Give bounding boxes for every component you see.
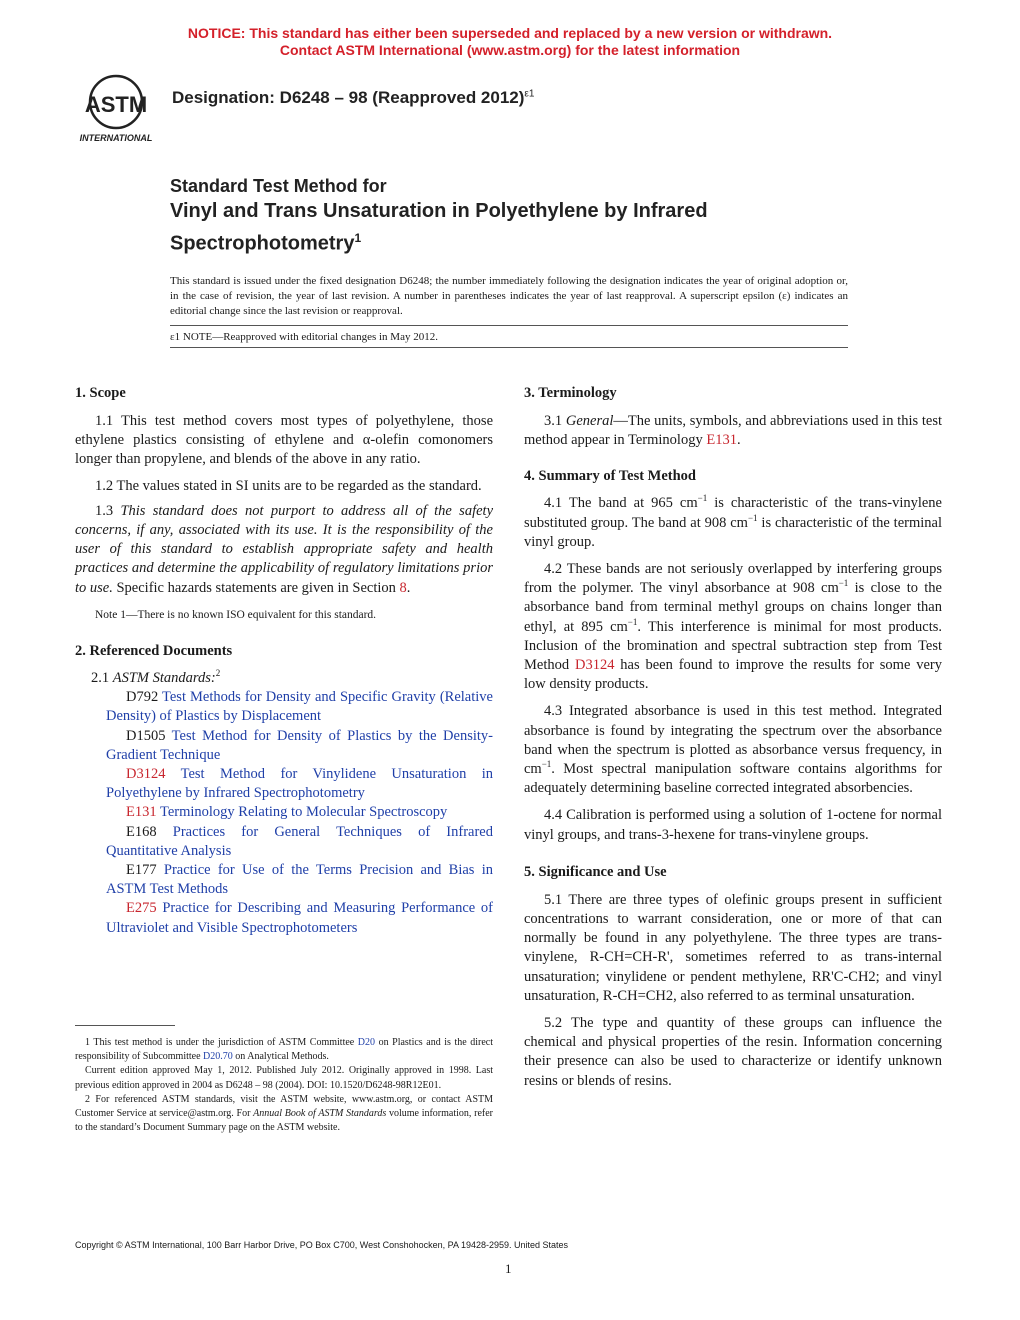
- ref-code: D792: [126, 689, 159, 706]
- section-heading-scope: 1. Scope: [75, 385, 126, 401]
- footnote-2: [75, 1093, 493, 1136]
- p41-c: is characteristic of the terminal vinyl group.: [524, 514, 943, 550]
- p41-sup-2: −1: [747, 512, 758, 523]
- reference-d792[interactable]: [75, 688, 493, 726]
- paragraph-1-2: 1.2 The values stated in SI units are to be regarded as the standard.: [95, 477, 482, 494]
- epsilon-mark: ε1: [170, 331, 181, 343]
- subcommittee-d20-70-link[interactable]: D20.70: [203, 1051, 233, 1063]
- paragraph-1-3-end: .: [406, 579, 411, 596]
- reference-e275[interactable]: [75, 899, 493, 937]
- paragraph-4-1: [524, 494, 942, 552]
- footnote-2-text-a: 2 For referenced ASTM standards, visit the ASTM website, www.astm.org, or contact ASTM Customer Service at service@astm.org. For: [75, 1093, 493, 1120]
- ref-code: E168: [126, 823, 157, 840]
- notice-line-2: Contact ASTM International (www.astm.org) for the latest information: [279, 42, 741, 58]
- divider: [170, 325, 848, 326]
- paragraph-1-3-num: 1.3: [95, 502, 121, 519]
- paragraph-3-1-term: General: [565, 413, 614, 429]
- footnote-2-text-b: volume information, refer to the standard’s Document Summary page on the ASTM website.: [75, 1108, 494, 1134]
- document-title: [170, 174, 870, 258]
- title-line-3-text: Spectrophotometry: [170, 232, 355, 255]
- section-heading-terminology: 3. Terminology: [524, 385, 617, 401]
- designation-text: Designation: D6248 – 98 (Reapproved 2012): [172, 88, 525, 107]
- title-line-2: Vinyl and Trans Unsaturation in Polyethylene by Infrared: [170, 200, 708, 222]
- designation: [172, 88, 534, 108]
- paragraph-1-3: [75, 502, 493, 598]
- p41-a: 4.1 The band at 965 cm: [544, 495, 698, 512]
- ref-code-link[interactable]: D3124: [126, 766, 166, 783]
- reference-e168[interactable]: [75, 823, 493, 861]
- note-1: Note 1—There is no known ISO equivalent for this standard.: [95, 608, 377, 621]
- paragraph-3-1-num: 3.1: [544, 413, 566, 429]
- right-column: [524, 384, 942, 1091]
- paragraph-3-1-text: —The units, symbols, and abbreviations used in this test method appear in Terminology: [524, 413, 942, 449]
- astm-logo-icon: [70, 74, 162, 146]
- p42-sup-1: −1: [838, 578, 849, 589]
- intro-paragraph: This standard is issued under the fixed designation D6248; the number immediately following the designation indicates the year of original adoption or, in the case of revision, the year of last revision. A number in parentheses indicates the year of last reapproval. A superscript epsilon (ε) indicates an editorial change since the last revision or reapproval.: [170, 275, 848, 317]
- section-heading-significance: 5. Significance and Use: [524, 863, 667, 880]
- logo-letters: ASTM: [84, 92, 148, 117]
- ref-code-link[interactable]: E275: [126, 900, 157, 917]
- title-line-1: Standard Test Method for: [170, 176, 387, 196]
- reference-e177[interactable]: [75, 861, 493, 899]
- ref-code-link[interactable]: E131: [126, 804, 157, 821]
- d3124-link[interactable]: D3124: [574, 657, 615, 674]
- p43-a: 4.3 Integrated absorbance is used in this test method. Integrated absorbance is found by integrating the spectrum over the absorbance band when the spectrum is plotted as absorbance versus frequency, in cm: [524, 703, 942, 778]
- reference-e131[interactable]: [75, 803, 493, 822]
- p42-sup-2: −1: [627, 616, 638, 627]
- ref-title-link[interactable]: Practice for Use of the Terms Precision and Bias in ASTM Test Methods: [106, 862, 493, 898]
- section-8-link[interactable]: 8: [399, 579, 407, 596]
- footnote-1-text-a: 1 This test method is under the jurisdiction of ASTM Committee: [85, 1037, 358, 1048]
- paragraph-1-3-text: Specific hazards statements are given in Section: [112, 579, 400, 596]
- p43-sup: −1: [541, 759, 552, 770]
- copyright: Copyright © ASTM International, 100 Barr Harbor Drive, PO Box C700, West Conshohocken, PA 19428-2959. United States: [75, 1240, 569, 1250]
- footnote-1-edition: Current edition approved May 1, 2012. Published July 2012. Originally approved in 1998. Last previous edition approved in 2004 as D6248 – 98 (2004). DOI: 10.1520/D6248-98R12E01.: [75, 1065, 493, 1091]
- p42-c: . This interference is minimal for most products. Inclusion of the bromination and spectral subtraction step from Test Method: [524, 618, 942, 674]
- paragraph-4-2: [524, 560, 942, 694]
- paragraph-5-1: 5.1 There are three types of olefinic groups present in sufficient concentrations to warrant consideration, one or more of that can normally be found in any polyethylene. The three types are trans-vinylene, R-CH=CH-R', sometimes referred to as trans-internal unsaturation; vinylidene or pendent methylene, RR'C-CH2; and vinyl unsaturation, R-CH=CH2, also referred to as terminal unsaturation.: [524, 891, 942, 1004]
- epsilon-note-text: NOTE—Reapproved with editorial changes in May 2012.: [180, 331, 438, 343]
- reference-d1505[interactable]: [75, 727, 493, 765]
- section-heading-referenced-documents: 2. Referenced Documents: [75, 643, 233, 660]
- ref-title-link[interactable]: Terminology Relating to Molecular Spectroscopy: [156, 804, 448, 821]
- reference-d3124[interactable]: [75, 765, 493, 803]
- subheading-text: ASTM Standards:: [112, 670, 216, 687]
- left-column: [75, 384, 493, 938]
- p42-a: 4.2 These bands are not seriously overlapped by interfering groups from the polymer. The vinyl absorbance at 908 cm: [524, 561, 942, 597]
- p41-sup-1: −1: [697, 493, 708, 504]
- ref-code: E177: [126, 862, 157, 879]
- subheading-footnote-mark: 2: [215, 668, 221, 679]
- p42-d: has been found to improve the results for some very low density products.: [524, 657, 942, 693]
- footnote-1-text-c: on Analytical Methods.: [232, 1051, 329, 1063]
- e131-link[interactable]: E131: [706, 432, 737, 449]
- ref-title-link[interactable]: Test Method for Density of Plastics by the Density-Gradient Technique: [106, 727, 493, 763]
- designation-epsilon: ε1: [524, 88, 535, 100]
- footnote-2-italic: Annual Book of ASTM Standards: [253, 1108, 387, 1120]
- title-line-3: [170, 225, 870, 258]
- paragraph-4-4: 4.4 Calibration is performed using a solution of 1-octene for normal vinyl groups, and trans-3-hexene for trans-vinylene groups.: [524, 807, 942, 843]
- title-footnote-mark: 1: [354, 231, 362, 245]
- paragraph-1-3-caveat: This standard does not purport to address all of the safety concerns, if any, associated with its use. It is the responsibility of the user of this standard to establish appropriate safety and health practices and determine the applicability of regulatory limitations prior to use.: [75, 502, 494, 596]
- paragraph-3-1: [524, 412, 942, 450]
- epsilon-note: [170, 331, 438, 343]
- logo-caption: INTERNATIONAL: [79, 133, 153, 143]
- paragraph-3-1-end: .: [736, 432, 741, 449]
- page-number: 1: [505, 1261, 512, 1276]
- paragraph-5-2: 5.2 The type and quantity of these groups can influence the chemical and physical properties of the resin. Information concerning their presence can also be used to characterize or identify unknown resins or blends of resins.: [524, 1015, 942, 1089]
- paragraph-4-3: [524, 702, 942, 798]
- notice-line-1: NOTICE: This standard has either been superseded and replaced by a new version or withdrawn.: [187, 25, 833, 41]
- divider: [170, 347, 848, 348]
- astm-standards-subheading: [75, 669, 493, 688]
- subheading-num: 2.1: [91, 670, 113, 687]
- footnote-1-text-b: on Plastics and is the direct responsibility of Subcommittee: [75, 1037, 494, 1063]
- ref-title-link[interactable]: Test Method for Vinylidene Unsaturation in Polyethylene by Infrared Spectrophotometry: [106, 766, 493, 802]
- p42-b: is close to the absorbance band from terminal methyl groups on chains longer than ethyl, at 895 cm: [524, 580, 942, 635]
- footnote-1: [75, 1036, 493, 1064]
- footnote-divider: [75, 1025, 175, 1026]
- p43-b: . Most spectral manipulation software contains algorithms for adequately determining baseline corrected integrated absorbencies.: [524, 761, 942, 797]
- ref-title-link[interactable]: Practice for Describing and Measuring Performance of Ultraviolet and Visible Spectrophotometers: [106, 900, 493, 936]
- ref-code: D1505: [126, 727, 166, 744]
- paragraph-1-1: 1.1 This test method covers most types of polyethylene, those ethylene plastics consisting of ethylene and α-olefin comonomers longer than propylene, and blends of the above in any ratio.: [75, 413, 493, 468]
- section-heading-summary: 4. Summary of Test Method: [524, 468, 696, 485]
- committee-d20-link[interactable]: D20: [357, 1037, 376, 1048]
- ref-title-link[interactable]: Test Methods for Density and Specific Gravity (Relative Density) of Plastics by Displacement: [106, 689, 493, 725]
- withdrawal-notice: [0, 25, 1020, 59]
- p41-b: is characteristic of the trans-vinylene substituted group. The band at 908 cm: [524, 495, 942, 531]
- footnotes: [75, 1036, 493, 1135]
- ref-title-link[interactable]: Practices for General Techniques of Infrared Quantitative Analysis: [106, 823, 493, 859]
